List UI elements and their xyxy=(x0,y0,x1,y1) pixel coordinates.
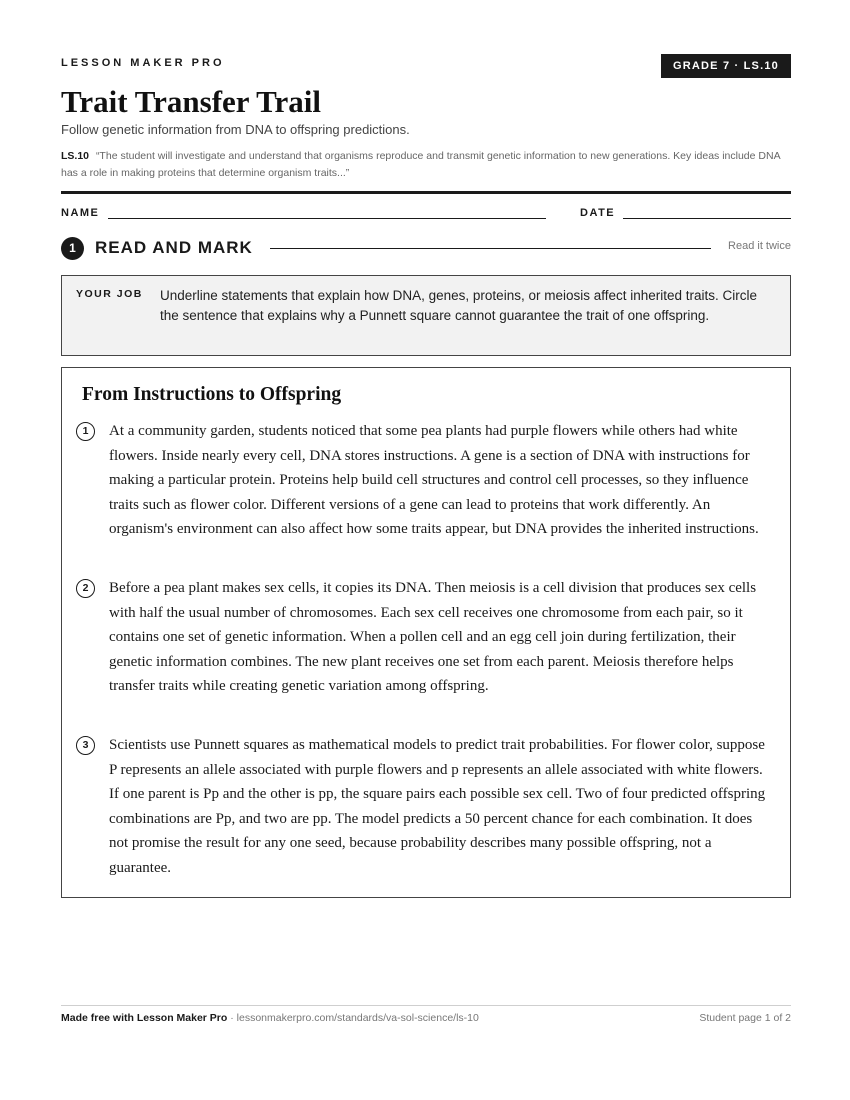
paragraph-text[interactable]: Before a pea plant makes sex cells, it copies its DNA. Then meiosis is a cell division that produces sex cells with half the usual number of chromosomes. Each sex cell receives one chromosome from each pair, so it contains one set of genetic information. When a pollen cell and an egg cell join during fertilization, their genetic information combines. The new plant receives one set from each parent. Meiosis therefore helps transfer traits while creating genetic variation among offspring. xyxy=(109,580,757,695)
name-date-row xyxy=(61,207,791,223)
section-note: Read it twice xyxy=(728,240,791,252)
page-title: Trait Transfer Trail xyxy=(61,84,322,119)
paragraph-number: 1 xyxy=(76,422,95,441)
step-number-badge: 1 xyxy=(61,237,84,260)
grade-badge: GRADE 7 · LS.10 xyxy=(661,54,791,78)
page-subtitle: Follow genetic information from DNA to offspring predictions. xyxy=(61,122,410,137)
footer-url[interactable]: lessonmakerpro.com/standards/va-sol-science/ls-10 xyxy=(236,1012,479,1024)
reading-title: From Instructions to Offspring xyxy=(82,384,342,405)
name-field[interactable] xyxy=(108,218,546,219)
paragraph-number: 2 xyxy=(76,579,95,598)
standard-description xyxy=(61,148,791,182)
reading-passage xyxy=(61,367,791,898)
standard-code: LS.10 xyxy=(61,150,90,162)
section-divider xyxy=(270,248,711,249)
date-label: DATE xyxy=(580,207,616,219)
worksheet-page xyxy=(61,0,791,1100)
date-field[interactable] xyxy=(623,218,791,219)
your-job-text: Underline statements that explain how DNA, genes, proteins, or meiosis affect inherited traits. Circle the sentence that explains why a Punnett square cannot guarantee the trait of one offspring. xyxy=(160,288,758,323)
footer-credit xyxy=(61,1012,479,1024)
section-header xyxy=(61,236,791,260)
header-divider xyxy=(61,191,791,194)
your-job-box xyxy=(61,275,791,356)
paragraph-text[interactable]: Scientists use Punnett squares as mathematical models to predict trait probabilities. For flower color, suppose P represents an allele associated with purple flowers and p represents an allele associated with white flowers. If one parent is Pp and the other is pp, the square pairs each possible sex cell. Two of four predicted offspring combinations are Pp, and two are pp. The model predicts a 50 percent chance for each combination. It does not promise the result for any one seed, because probability describes many possible offspring, not a guarantee. xyxy=(109,737,766,876)
footer-page-number: Student page 1 of 2 xyxy=(699,1012,791,1024)
footer-separator: · xyxy=(227,1012,237,1024)
brand-name: LESSON MAKER PRO xyxy=(61,57,225,69)
paragraph-number: 3 xyxy=(76,736,95,755)
your-job-label: YOUR JOB xyxy=(76,288,143,300)
standard-text: “The student will investigate and understand that organisms reproduce and transmit genetic information to new generations. Key ideas include DNA has a role in making proteins that determine organism traits...” xyxy=(61,150,780,179)
footer-divider xyxy=(61,1005,791,1006)
section-title: READ AND MARK xyxy=(95,238,253,257)
name-label: NAME xyxy=(61,207,100,219)
paragraph-text[interactable]: At a community garden, students noticed that some pea plants had purple flowers while others had white flowers. Inside nearly every cell, DNA stores instructions. A gene is a section of DNA with instructions for making a particular protein. Proteins help build cell structures and control cell processes, so they influence traits such as flower color. Different versions of a gene can lead to proteins that work differently. An organism's environment can also affect how some traits appear, but DNA provides the inherited instructions. xyxy=(109,423,759,538)
footer-made-with: Made free with Lesson Maker Pro xyxy=(61,1012,228,1024)
